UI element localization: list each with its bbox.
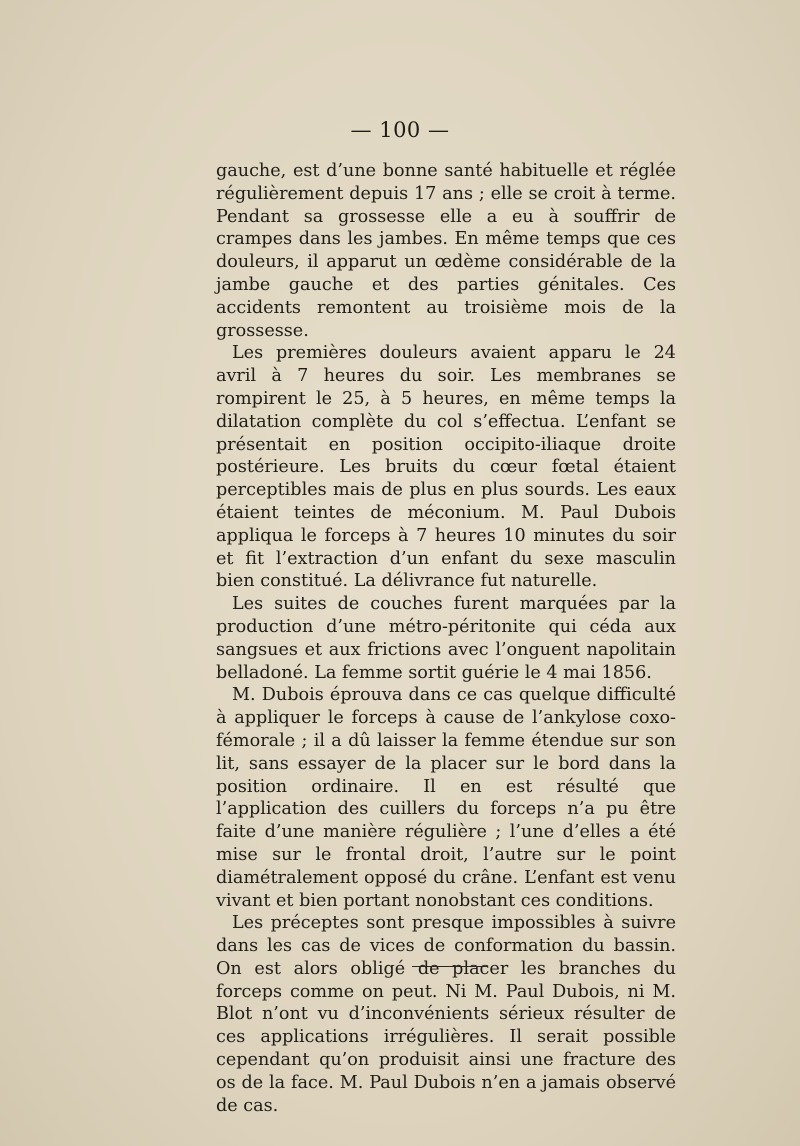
paragraph-2: Les premières douleurs avaient apparu le 24 avril à 7 heures du soir. Les membranes se rompirent le 25, à 5 heures, en même temps la dilatation complète du col s’effectua. L’enfant se présentait en position occipito-iliaque droite postérieure. Les bruits du cœur fœtal étaient perceptibles mais de plus en plus sourds. Les eaux étaient teintes de méconium. M. Paul Dubois appliqua le forceps à 7 heures 10 minutes du soir et fit l’extraction d’un enfant du sexe masculin bien constitué. La délivrance fut naturelle.	[216, 343, 676, 592]
page-number-header: — 100 —	[350, 118, 450, 142]
paragraph-5: Les préceptes sont presque impossibles à suivre dans les cas de vices de conformation du bassin. On est alors obligé de placer les branches du forceps comme on peut. Ni M. Paul Dubois, ni M. Blot n’ont vu d’inconvénients sérieux résulter de ces applications irrégulières. Il serait possible cependant qu’on produisit ainsi une fracture des os de la face. M. Paul Dubois n’en a jamais observé de cas.	[216, 913, 676, 1116]
closing-rule	[412, 966, 488, 967]
paragraph-1: gauche, est d’une bonne santé habituelle et réglée régulièrement depuis 17 ans ; elle se croit à terme. Pendant sa grossesse elle a eu à souffrir de crampes dans les jambes. En même temps que ces douleurs, il apparut un œdème considérable de la jambe gauche et des parties génitales. Ces accidents remontent au troisième mois de la grossesse.	[216, 161, 676, 341]
paragraph-4: M. Dubois éprouva dans ce cas quelque difficulté à appliquer le forceps à cause de l’ankylose coxo-fémorale ; il a dû laisser la femme étendue sur son lit, sans essayer de la placer sur le bord dans la position ordinaire. Il en est résulté que l’application des cuillers du forceps n’a pu être faite d’une manière régulière ; l’une d’elles a été mise sur le frontal droit, l’autre sur le point diamétralement opposé du crâne. L’enfant est venu vivant et bien portant nonobstant ces conditions.	[216, 685, 676, 911]
paragraph-3: Les suites de couches furent marquées par la production d’une métro-péritonite qui céda aux sangsues et aux frictions avec l’onguent napolitain belladoné. La femme sortit guérie le 4 mai 1856.	[216, 594, 676, 683]
body-text	[216, 160, 676, 1117]
